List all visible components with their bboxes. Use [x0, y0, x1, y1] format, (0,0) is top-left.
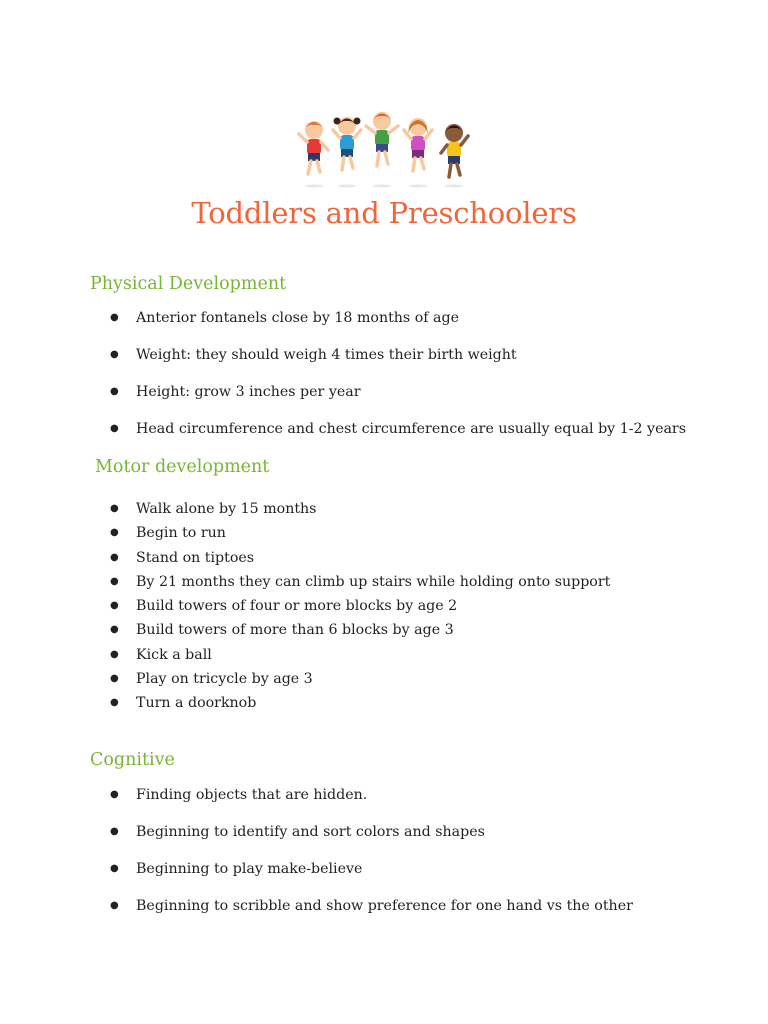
- motor-development-list: [110, 500, 610, 719]
- kid-1-figure: [299, 121, 328, 188]
- kid-4-figure: [404, 118, 432, 188]
- list-item: ● Turn a doorknob: [110, 694, 610, 718]
- kid-2-figure: [333, 117, 361, 188]
- list-item: ● By 21 months they can climb up stairs while holding onto support: [110, 573, 610, 597]
- list-item: ● Head circumference and chest circumference are usually equal by 1-2 years: [110, 420, 686, 457]
- list-item: ● Walk alone by 15 months: [110, 500, 610, 524]
- cognitive-list: [110, 786, 633, 934]
- jumping-kids-illustration: [292, 108, 476, 190]
- list-item: ● Beginning to identify and sort colors and shapes: [110, 823, 633, 860]
- list-item: ● Build towers of four or more blocks by age 2: [110, 597, 610, 621]
- section-heading-physical-development: Physical Development: [90, 274, 287, 294]
- kid-5-figure: [441, 124, 468, 188]
- list-item: ● Kick a ball: [110, 646, 610, 670]
- physical-development-list: [110, 309, 686, 457]
- section-heading-motor-development: Motor development: [95, 457, 270, 477]
- list-item: ● Stand on tiptoes: [110, 549, 610, 573]
- list-item: ● Weight: they should weigh 4 times their birth weight: [110, 346, 686, 383]
- list-item: ● Height: grow 3 inches per year: [110, 383, 686, 420]
- list-item: ● Beginning to play make-believe: [110, 860, 633, 897]
- page-title: Toddlers and Preschoolers: [191, 196, 577, 230]
- list-item: ● Finding objects that are hidden.: [110, 786, 633, 823]
- list-item: ● Build towers of more than 6 blocks by age 3: [110, 621, 610, 645]
- section-heading-cognitive: Cognitive: [90, 750, 175, 770]
- kid-3-figure: [366, 112, 398, 188]
- list-item: ● Begin to run: [110, 524, 610, 548]
- list-item: ● Play on tricycle by age 3: [110, 670, 610, 694]
- list-item: ● Anterior fontanels close by 18 months of age: [110, 309, 686, 346]
- list-item: ● Beginning to scribble and show preference for one hand vs the other: [110, 897, 633, 934]
